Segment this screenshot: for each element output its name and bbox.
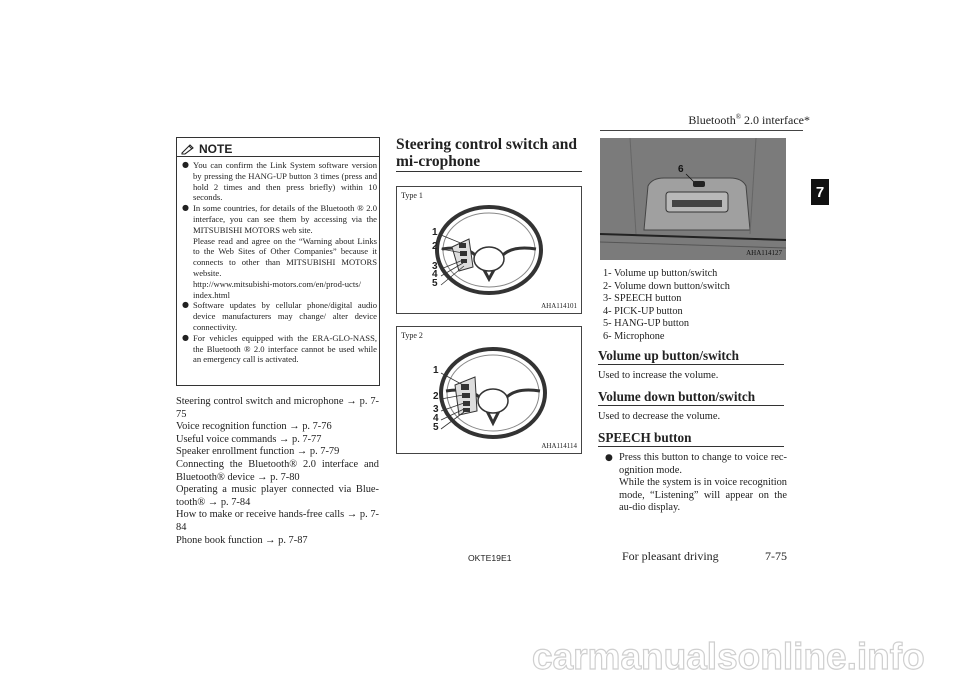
reference-link[interactable]: Operating a music player connected via Blue-tooth® → p. 7-84 bbox=[176, 484, 379, 508]
reference-link[interactable]: Speaker enrollment function → p. 7-79 bbox=[176, 446, 340, 458]
header-rule bbox=[600, 130, 803, 131]
running-header: Bluetooth® 2.0 interface* bbox=[688, 113, 810, 127]
legend-item: 3- SPEECH button bbox=[603, 293, 682, 305]
overhead-console-illustration bbox=[600, 138, 786, 260]
reference-link[interactable]: Useful voice commands → p. 7-77 bbox=[176, 433, 322, 445]
chapter-tab: 7 bbox=[811, 179, 829, 205]
note-header bbox=[181, 142, 232, 156]
note-item: ● In some countries, for details of the Bluetooth ® 2.0 interface, you can see them by accessing via the MITSUBISHI MOTORS web site. Please read and agree on the “Warning about Links to the Web Sites of Other Companies” because it connects to other than MITSUBISHI MOTORS website. http://www.mitsubishi-motors.com/en/prod-ucts/ index.html bbox=[182, 203, 377, 300]
legend-item: 6- Microphone bbox=[603, 330, 665, 342]
steering-wheel-illustration bbox=[397, 327, 581, 453]
reference-link[interactable]: Phone book function → p. 7-87 bbox=[176, 534, 308, 546]
note-item: ● For vehicles equipped with the ERA-GLO-NASS, the Bluetooth ® 2.0 interface cannot be used while an emergency call is activated. bbox=[182, 332, 377, 365]
speech-heading: SPEECH button bbox=[598, 430, 692, 445]
volume-up-text: Used to increase the volume. bbox=[598, 370, 719, 381]
note-body bbox=[182, 160, 377, 365]
volume-down-heading: Volume down button/switch bbox=[598, 389, 756, 404]
callout-3: 3 bbox=[432, 261, 438, 272]
footer-section-title: For pleasant driving bbox=[622, 549, 719, 563]
bullet-icon: ● bbox=[182, 300, 189, 310]
bullet-icon: ● bbox=[182, 332, 189, 342]
speech-bullet: ● Press this button to change to voice rec-ognition mode. While the system is in voice recognition mode, “Listening” will appear on the au-dio display. bbox=[605, 452, 787, 514]
page-number: 7-75 bbox=[765, 549, 787, 563]
bullet-icon: ● bbox=[182, 203, 189, 213]
callout-5: 5 bbox=[432, 278, 438, 289]
reference-link[interactable]: Voice recognition function → p. 7-76 bbox=[176, 421, 332, 433]
callout-4: 4 bbox=[432, 269, 438, 280]
callout-1: 1 bbox=[433, 365, 439, 376]
figure-label: Type 1 bbox=[401, 191, 423, 200]
button-legend bbox=[603, 268, 730, 344]
section-rule bbox=[396, 171, 582, 172]
note-pencil-icon bbox=[181, 144, 195, 155]
section-heading: Steering control switch and mi-crophone bbox=[396, 136, 577, 170]
section-rule bbox=[598, 446, 784, 447]
bullet-icon: ● bbox=[182, 160, 189, 169]
figure-label: Type 2 bbox=[401, 331, 423, 340]
section-rule bbox=[598, 364, 784, 365]
bullet-icon: ● bbox=[605, 453, 613, 463]
steering-wheel-illustration bbox=[397, 187, 581, 313]
figure-code: AHA114101 bbox=[541, 302, 577, 310]
volume-up-heading: Volume up button/switch bbox=[598, 348, 739, 363]
reference-list bbox=[176, 396, 379, 547]
legend-item: 2- Volume down button/switch bbox=[603, 280, 730, 292]
legend-item: 4- PICK-UP button bbox=[603, 305, 683, 317]
callout-3: 3 bbox=[433, 404, 439, 415]
watermark-logo bbox=[532, 639, 947, 675]
legend-item: 1- Volume up button/switch bbox=[603, 268, 718, 279]
reference-link[interactable]: How to make or receive hands-free calls → p. 7-84 bbox=[176, 509, 379, 533]
note-divider bbox=[177, 156, 379, 157]
watermark-text: carmanualsonline.info bbox=[532, 639, 925, 675]
section-rule bbox=[598, 405, 784, 406]
note-label: NOTE bbox=[199, 142, 233, 156]
volume-down-text: Used to decrease the volume. bbox=[598, 411, 721, 422]
reference-link[interactable]: Connecting the Bluetooth® 2.0 interface and Bluetooth® device → p. 7-80 bbox=[176, 458, 379, 483]
figure-code: AHA114114 bbox=[541, 442, 577, 450]
legend-item: 5- HANG-UP button bbox=[603, 318, 689, 330]
note-item: ● You can confirm the Link System software version by pressing the HANG-UP button 3 times (press and hold 2 times and then press briefly) within 10 seconds. bbox=[182, 160, 377, 203]
callout-2: 2 bbox=[433, 391, 439, 402]
callout-5: 5 bbox=[433, 422, 439, 433]
reference-link[interactable]: Steering control switch and microphone → p. 7-75 bbox=[176, 396, 379, 420]
figure-code: AHA114127 bbox=[746, 249, 782, 257]
microphone-figure bbox=[600, 138, 786, 260]
note-box bbox=[176, 137, 380, 386]
steering-figure-type2 bbox=[396, 326, 582, 454]
callout-2: 2 bbox=[432, 241, 438, 252]
callout-6: 6 bbox=[678, 164, 684, 175]
callout-1: 1 bbox=[432, 227, 438, 238]
callout-4: 4 bbox=[433, 413, 439, 424]
note-item: ● Software updates by cellular phone/digital audio device manufacturers may change/ alter device connectivity. bbox=[182, 300, 377, 332]
document-code: OKTE19E1 bbox=[468, 553, 512, 563]
steering-figure-type1 bbox=[396, 186, 582, 314]
